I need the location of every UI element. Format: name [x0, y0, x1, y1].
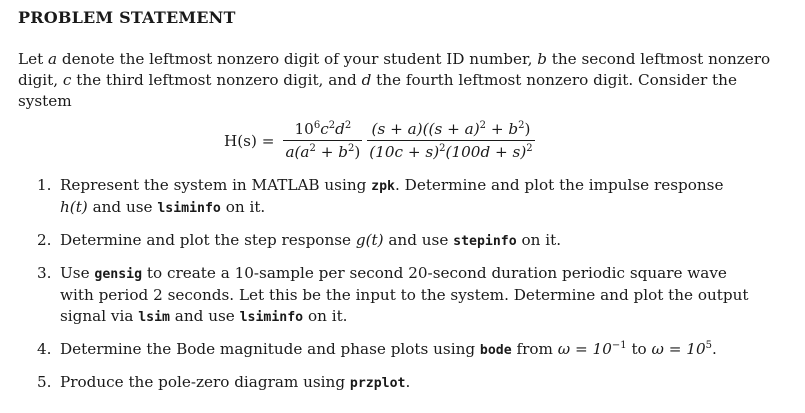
fraction-1: [283, 120, 362, 161]
var-d: d: [361, 71, 372, 89]
intro-text: denote the leftmost nonzero digit of your student ID number,: [57, 50, 538, 68]
intro-text: the fourth leftmost nonzero digit. Consider the system: [18, 71, 737, 110]
exponent: 5: [705, 340, 712, 351]
code-bode: bode: [479, 343, 512, 358]
exponent: 2: [328, 120, 336, 131]
var-b: b: [537, 50, 547, 68]
exponent: 2: [347, 143, 355, 154]
num-term: d: [335, 120, 345, 138]
code-przplot: przplot: [349, 376, 406, 391]
code-lsim: lsim: [138, 310, 170, 325]
list-item: [18, 175, 750, 219]
fraction-2-numerator: [370, 120, 533, 140]
item-number: 1.: [37, 176, 52, 194]
exponent: 2: [479, 120, 486, 131]
intro-text: the second leftmost nonzero digit,: [18, 50, 771, 89]
item-number: 5.: [37, 373, 52, 391]
code-zpk: zpk: [371, 179, 395, 194]
item-text: and use: [383, 231, 454, 249]
item-text: to create a 10-sample per second 20-second duration periodic square wave with period 2 seconds. Let this be the input to the system. Determine and plot the output signal via: [60, 264, 749, 325]
item-text: to: [626, 340, 652, 358]
num-term: + b: [486, 120, 519, 138]
num-term: (s + a)((s + a): [371, 120, 480, 138]
item-text: and use: [87, 198, 158, 216]
den-term: a(a: [285, 143, 310, 161]
exponent: −1: [611, 340, 627, 351]
code-lsiminfo: lsiminfo: [157, 201, 221, 216]
item-text: from: [511, 340, 558, 358]
list-item: [18, 230, 750, 252]
transfer-function-equation: [224, 120, 788, 161]
exponent: 2: [309, 143, 316, 154]
math-h-t: h(t): [60, 198, 88, 216]
exponent: 6: [313, 120, 321, 131]
list-item: [18, 372, 750, 394]
section-heading: PROBLEM STATEMENT: [18, 8, 236, 27]
code-lsiminfo: lsiminfo: [239, 310, 304, 325]
exponent: 2: [439, 143, 446, 154]
den-term: ): [354, 143, 361, 161]
item-text: Use: [60, 264, 95, 282]
list-item: [18, 263, 750, 328]
item-text: and use: [169, 307, 240, 325]
exponent: 2: [526, 143, 533, 154]
item-number: 4.: [37, 340, 52, 358]
fraction-1-numerator: [293, 120, 354, 140]
intro-text: the third leftmost nonzero digit, and: [71, 71, 362, 89]
exponent: 2: [518, 120, 525, 131]
item-text: Represent the system in MATLAB using: [60, 176, 372, 194]
fraction-2-denominator: [367, 140, 534, 161]
item-text: on it.: [220, 198, 266, 216]
fraction-1-denominator: [283, 140, 362, 161]
num-term: c: [320, 120, 329, 138]
var-a: a: [48, 50, 58, 68]
math-omega-high: ω = 10: [651, 340, 706, 358]
equation-lhs: H(s) =: [224, 131, 275, 150]
item-text: .: [712, 340, 717, 358]
num-term: ): [524, 120, 531, 138]
item-text: Determine and plot the step response: [60, 231, 356, 249]
math-omega-low: ω = 10: [557, 340, 612, 358]
item-number: 2.: [37, 231, 52, 249]
item-text: .: [405, 373, 411, 391]
item-text: Determine the Bode magnitude and phase plots using: [60, 340, 480, 358]
den-term: (10c + s): [369, 143, 440, 161]
math-g-t: g(t): [355, 231, 384, 249]
list-item: [18, 339, 750, 361]
document-page: [18, 8, 788, 405]
code-stepinfo: stepinfo: [453, 234, 517, 249]
item-text: Produce the pole-zero diagram using: [60, 373, 350, 391]
item-number: 3.: [37, 264, 52, 282]
exponent: 2: [344, 120, 352, 131]
den-term: + b: [315, 143, 348, 161]
var-c: c: [62, 71, 72, 89]
task-list: [18, 175, 788, 394]
num-term: 10: [294, 120, 314, 138]
item-text: . Determine and plot the impulse response: [395, 176, 724, 194]
item-text: on it.: [303, 307, 348, 325]
fraction-2: [367, 120, 534, 161]
intro-paragraph: [18, 49, 788, 112]
intro-text: Let: [18, 50, 49, 68]
code-gensig: gensig: [94, 267, 143, 282]
item-text: on it.: [516, 231, 562, 249]
den-term: (100d + s): [445, 143, 527, 161]
